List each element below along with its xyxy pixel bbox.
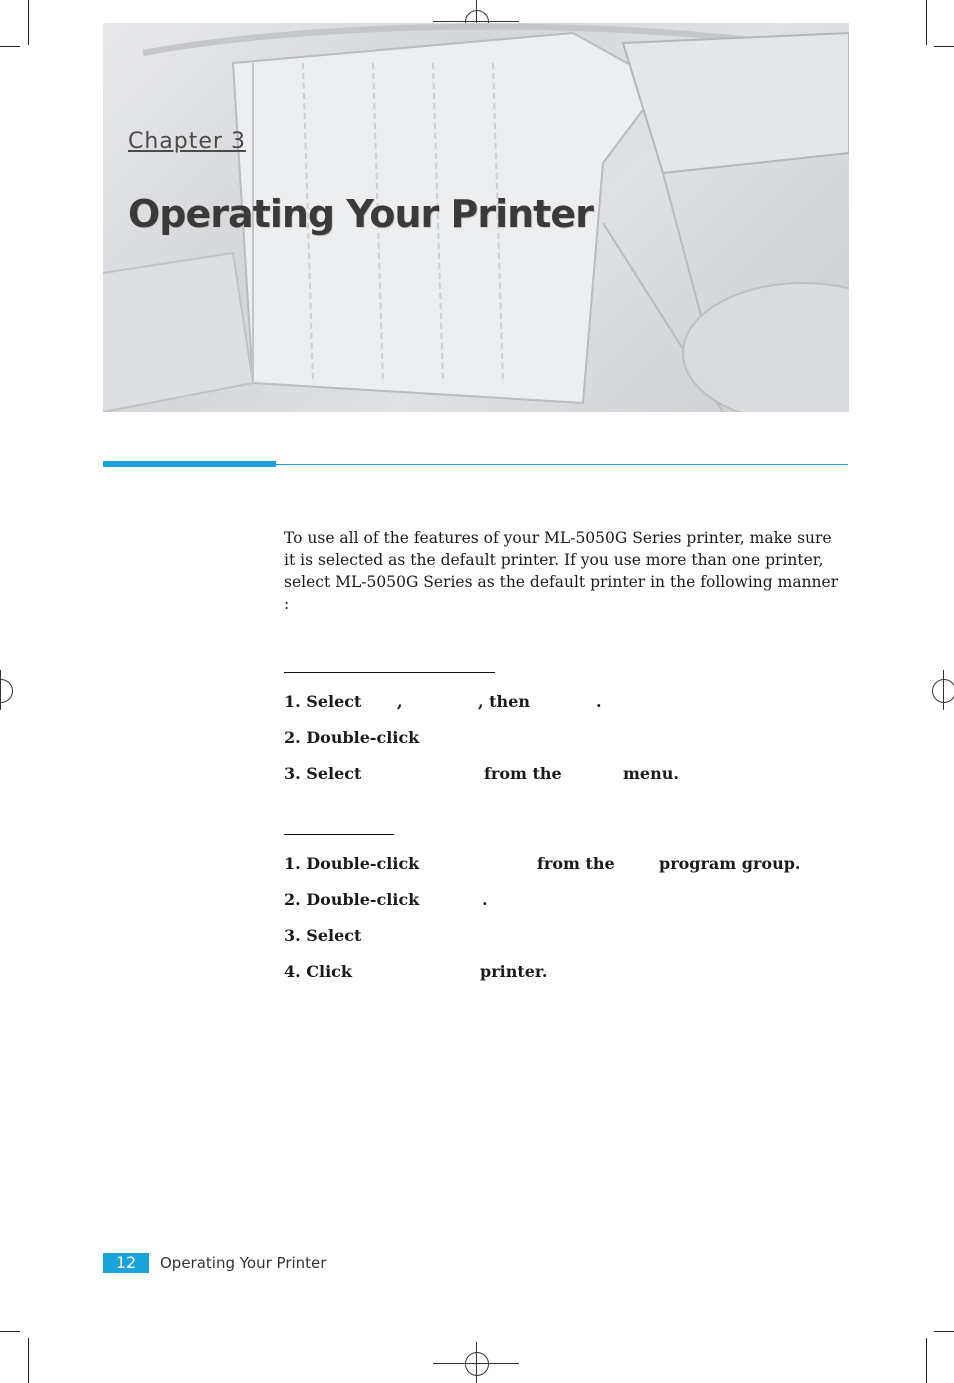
crop-mark — [0, 1331, 20, 1332]
registration-line — [476, 1342, 477, 1383]
section1-step-2: 2. Double-click — [284, 728, 420, 747]
section-rule — [276, 464, 848, 465]
crop-mark — [934, 1331, 954, 1332]
section1-heading-underline — [284, 672, 495, 673]
section1-step-3-fragment: from the — [484, 764, 562, 783]
registration-line — [943, 670, 944, 710]
crop-mark — [934, 46, 954, 47]
footer-title: Operating Your Printer — [160, 1254, 327, 1272]
crop-mark — [926, 0, 927, 45]
crop-mark — [0, 46, 20, 47]
section1-step-1-fragment: , then — [478, 692, 530, 711]
section1-step-1-fragment: . — [596, 692, 602, 711]
section1-step-1-fragment: , — [397, 692, 403, 711]
chapter-label: Chapter 3 — [128, 129, 246, 154]
section2-step-2-fragment: . — [482, 890, 488, 909]
section2-step-3: 3. Select — [284, 926, 362, 945]
crop-mark — [926, 1338, 927, 1383]
crop-mark — [28, 0, 29, 45]
crop-mark — [28, 1338, 29, 1383]
section1-step-3: 3. Select — [284, 764, 362, 783]
section1-step-3-fragment: menu. — [623, 764, 679, 783]
section2-step-1-fragment: program group. — [659, 854, 801, 873]
registration-mark-left — [0, 679, 13, 703]
section2-step-2: 2. Double-click — [284, 890, 420, 909]
registration-mark-bottom — [465, 1352, 489, 1376]
section1-step-1: 1. Select — [284, 692, 362, 711]
section2-step-4: 4. Click — [284, 962, 352, 981]
section2-heading-underline — [284, 834, 394, 835]
chapter-title: Operating Your Printer — [128, 192, 593, 236]
page-number: 12 — [103, 1253, 149, 1273]
registration-line — [0, 670, 1, 710]
section-rule-accent — [103, 461, 276, 467]
intro-paragraph: To use all of the features of your ML-5050G Series printer, make sure it is selected as the default printer. If you use more than one printer, select ML-5050G Series as the default printer in the following manner : — [284, 529, 839, 613]
section2-step-4-fragment: printer. — [480, 962, 548, 981]
section2-step-1-fragment: from the — [537, 854, 615, 873]
section2-step-1: 1. Double-click — [284, 854, 420, 873]
